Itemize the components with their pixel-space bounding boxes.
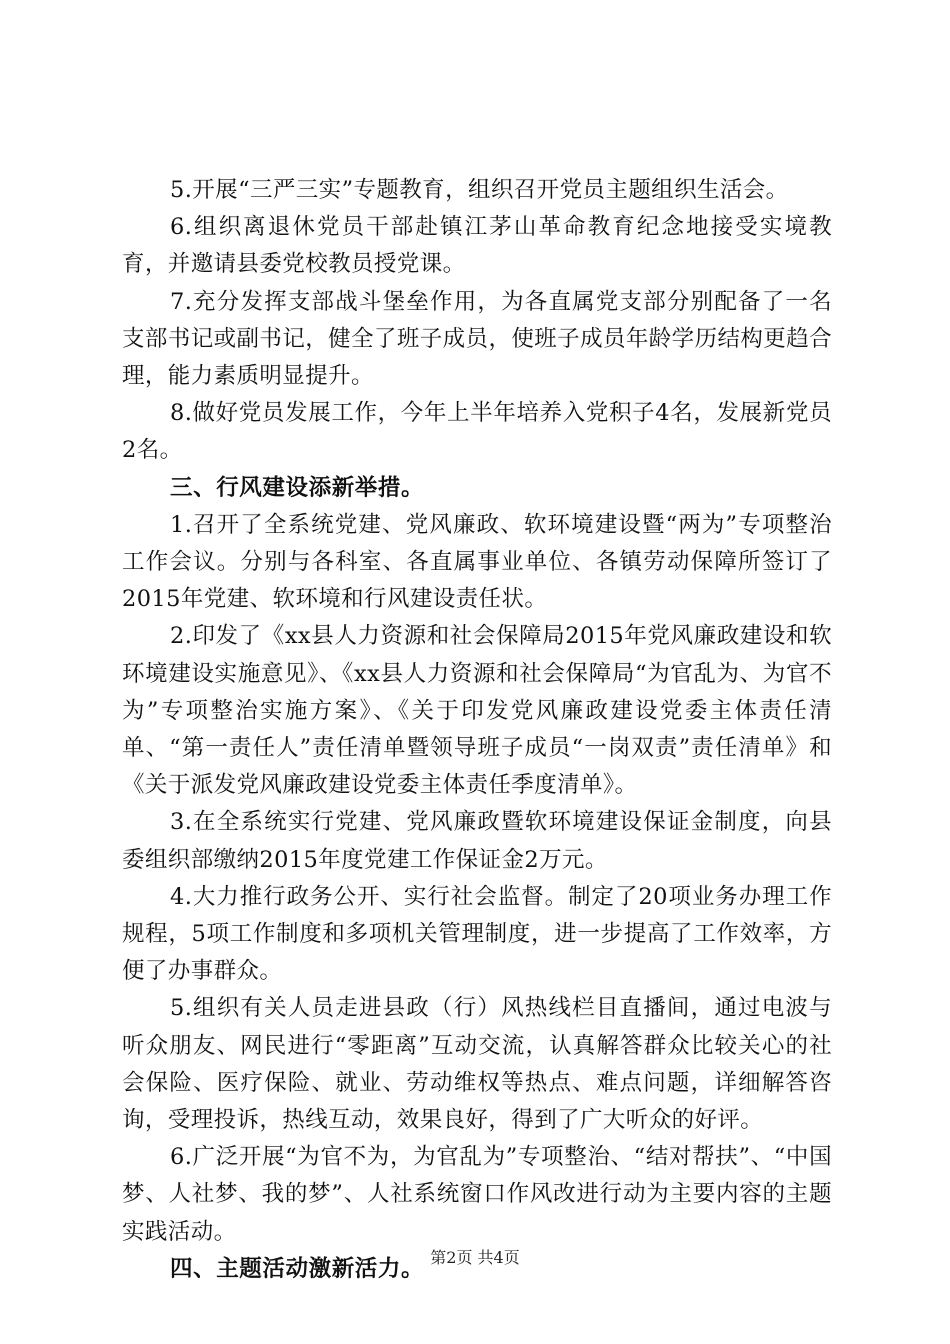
paragraph-item-1-meeting: 1.召开了全系统党建、党风廉政、软环境建设暨“两为”专项整治工作会议。分别与各科室、各直属事业单位、各镇劳动保障所签订了2015年党建、软环境和行风建设责任状。 [122,511,832,613]
page-number-footer: 第2页 共4页 [430,1248,520,1267]
paragraph-item-5-hotline: 5.组织有关人员走进县政（行）风热线栏目直播间，通过电波与听众朋友、网民进行“零距离”互动交流，认真解答群众比较关心的社会保险、医疗保险、就业、劳动维权等热点、难点问题，详细解答咨询，受理投诉，热线互动，效果良好，得到了广大听众的好评。 [122,995,832,1134]
section-heading-4: 四、主题活动激新活力。 [170,1255,425,1282]
paragraph-item-4-transparency: 4.大力推行政务公开、实行社会监督。制定了20项业务办理工作规程，5项工作制度和多项机关管理制度，进一步提高了工作效率，方便了办事群众。 [122,883,832,985]
paragraph-item-3-deposit: 3.在全系统实行党建、党风廉政暨软环境建设保证金制度，向县委组织部缴纳2015年度党建工作保证金2万元。 [122,809,832,873]
document-body [122,172,832,1288]
paragraph-item-7-branch-role: 7.充分发挥支部战斗堡垒作用，为各直属党支部分别配备了一名支部书记或副书记，健全了班子成员，使班子成员年龄学历结构更趋合理，能力素质明显提升。 [122,288,832,390]
paragraph-item-5-theme-education: 5.开展“三严三实”专题教育，组织召开党员主题组织生活会。 [170,177,789,203]
paragraph-item-8-member-development: 8.做好党员发展工作，今年上半年培养入党积子4名，发展新党员2名。 [122,400,832,464]
section-heading-3: 三、行风建设添新举措。 [170,474,425,501]
paragraph-item-6-campaign: 6.广泛开展“为官不为，为官乱为”专项整治、“结对帮扶”、“中国梦、人社梦、我的梦”、人社系统窗口作风改进行动为主要内容的主题实践活动。 [122,1144,832,1245]
paragraph-item-2-documents: 2.印发了《xx县人力资源和社会保障局2015年党风廉政建设和软环境建设实施意见》、《xx县人力资源和社会保障局“为官乱为、为官不为”专项整治实施方案》、《关于印发党风廉政建设党委主体责任清单、“第一责任人”责任清单暨领导班子成员“一岗双责”责任清单》和《关于派发党风廉政建设党委主体责任季度清单》。 [122,623,832,799]
paragraph-item-6-retired-education: 6.组织离退休党员干部赴镇江茅山革命教育纪念地接受实境教育，并邀请县委党校教员授党课。 [122,214,832,278]
